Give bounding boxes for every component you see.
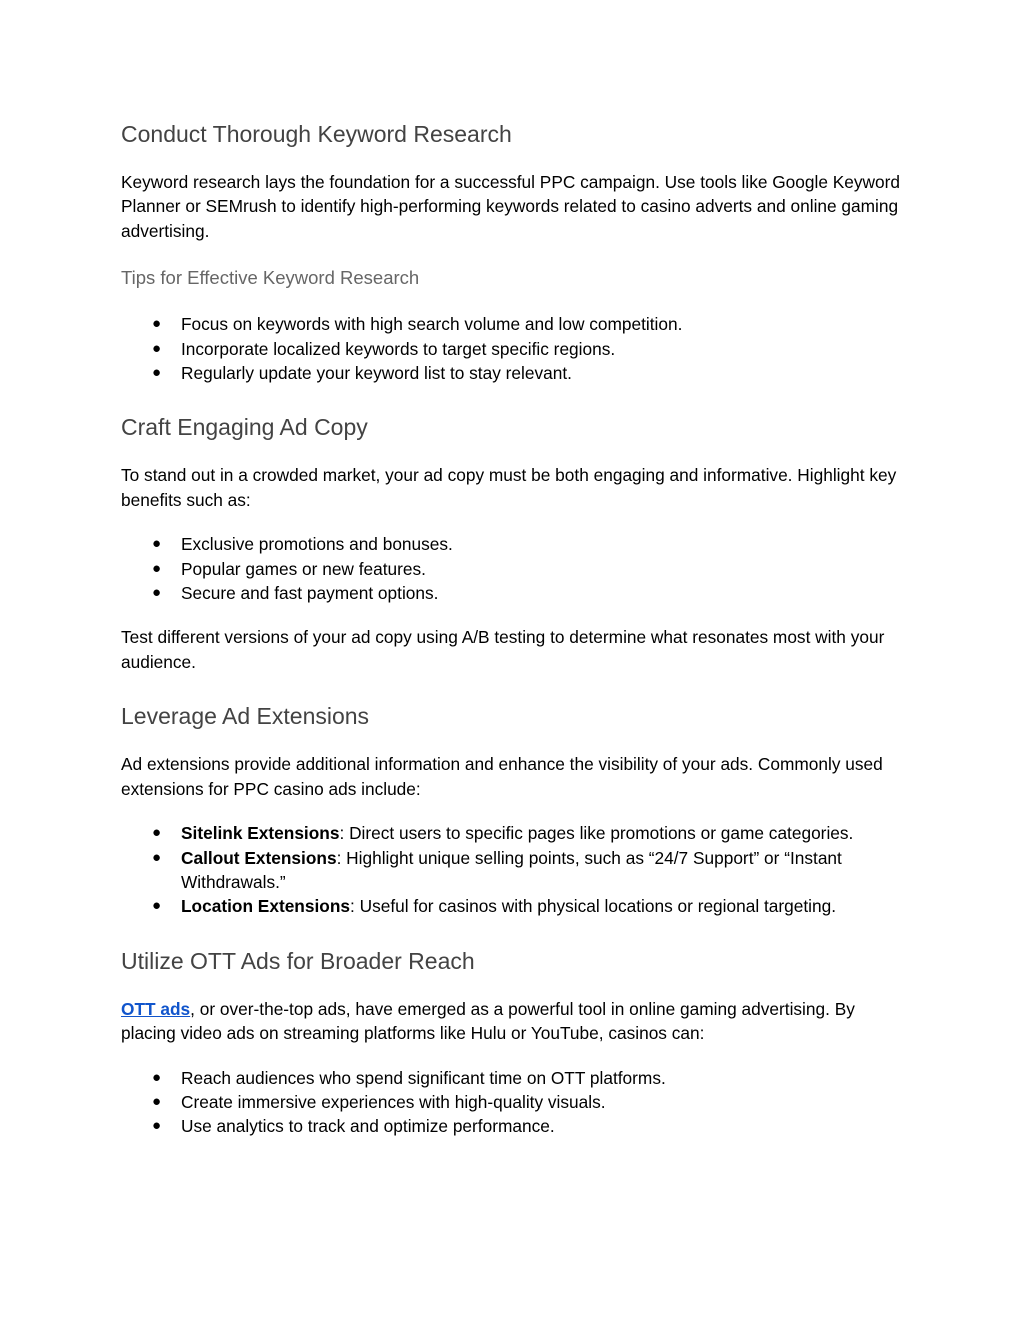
section-heading-ad-copy: Craft Engaging Ad Copy [121,414,368,441]
list-item: ● Regularly update your keyword list to stay relevant. [121,361,911,385]
bullet-icon: ● [152,339,162,357]
keyword-tips-list [121,312,911,385]
list-item: ● Secure and fast payment options. [121,581,911,605]
bullet-icon: ● [152,315,162,333]
bullet-icon: ● [152,584,162,602]
list-item: ● Create immersive experiences with high-quality visuals. [121,1090,911,1114]
ott-ads-link[interactable]: OTT ads [121,998,191,1019]
section-heading-ott-ads: Utilize OTT Ads for Broader Reach [121,947,475,974]
ad-extensions-list [121,821,911,919]
list-item: ● Sitelink Extensions: Direct users to specific pages like promotions or game categories. [121,821,911,845]
keyword-research-paragraph: Keyword research lays the foundation for a successful PPC campaign. Use tools like Google Keyword Planner or SEMrush to identify high-performing keywords related to casino adverts and online gaming advertising. [121,172,901,241]
bullet-icon: ● [152,1092,162,1110]
list-item: ● Exclusive promotions and bonuses. [121,532,911,556]
list-item: ● Popular games or new features. [121,557,911,581]
bullet-icon: ● [152,364,162,382]
bullet-icon: ● [152,559,162,577]
ott-ads-paragraph: OTT ads, or over-the-top ads, have emerged as a powerful tool in online gaming advertising. By placing video ads on streaming platforms like Hulu or YouTube, casinos can: [121,998,855,1044]
list-item: ● Use analytics to track and optimize performance. [121,1114,911,1138]
list-item: ● Location Extensions: Useful for casinos with physical locations or regional targeting. [121,894,911,918]
document-page [121,0,911,1139]
bullet-icon: ● [152,824,162,842]
subheading-keyword-tips: Tips for Effective Keyword Research [121,267,420,289]
section-heading-ad-extensions: Leverage Ad Extensions [121,703,370,730]
ad-copy-benefits-list [121,532,911,605]
bullet-icon: ● [152,848,162,866]
section-heading-keyword-research: Conduct Thorough Keyword Research [121,121,512,147]
list-item: ● Focus on keywords with high search volume and low competition. [121,312,911,336]
list-item: ● Incorporate localized keywords to target specific regions. [121,337,911,361]
ab-testing-paragraph: Test different versions of your ad copy using A/B testing to determine what resonates most with your audience. [121,627,885,672]
ott-ads-list [121,1066,911,1139]
bullet-icon: ● [152,897,162,915]
bullet-icon: ● [152,1068,162,1086]
list-item: ● Callout Extensions: Highlight unique selling points, such as “24/7 Support” or “Instant Withdrawals.” [152,847,842,892]
ad-copy-paragraph: To stand out in a crowded market, your ad copy must be both engaging and informative. Highlight key benefits such as: [121,465,897,510]
bullet-icon: ● [152,535,162,553]
bullet-icon: ● [152,1117,162,1135]
ad-extensions-paragraph: Ad extensions provide additional information and enhance the visibility of your ads. Commonly used extensions for PPC casino ads include: [121,754,883,799]
list-item: ● Reach audiences who spend significant time on OTT platforms. [121,1066,911,1090]
